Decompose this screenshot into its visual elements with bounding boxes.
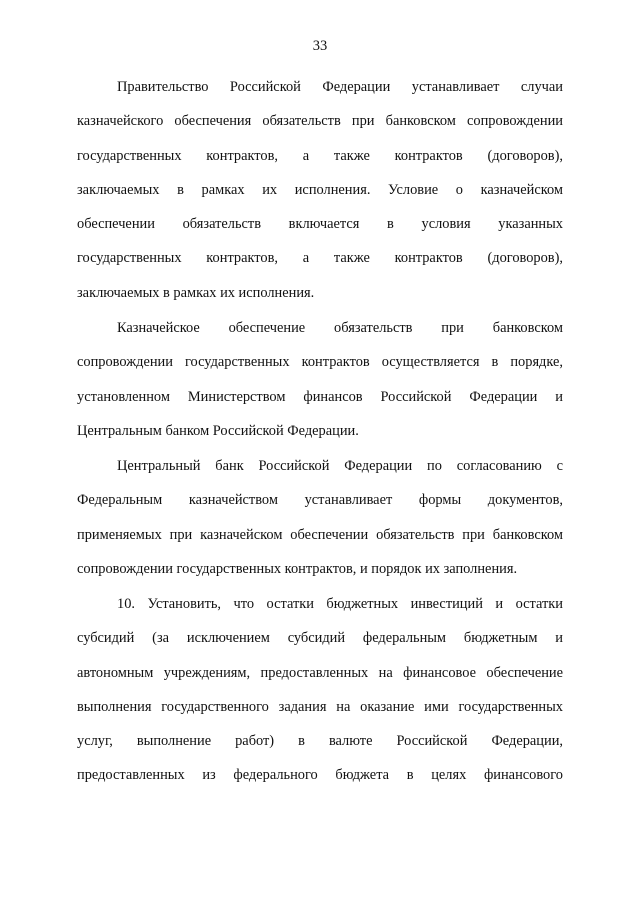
text-line: субсидий (за исключением субсидий федеральным бюджетным и xyxy=(77,630,563,647)
text-line: государственных контрактов, а также контрактов (договоров), xyxy=(77,147,563,164)
text-line: обеспечении обязательств включается в условия указанных xyxy=(77,216,563,233)
paragraph-document-forms xyxy=(77,449,563,586)
text-line: Правительство Российской Федерации устанавливает случаи xyxy=(117,79,563,95)
text-line: выполнения государственного задания на оказание ими государственных xyxy=(77,698,563,715)
text-line: государственных контрактов, а также контрактов (договоров), xyxy=(77,250,563,267)
text-line: предоставленных из федерального бюджета в целях финансового xyxy=(77,767,563,784)
text-line: 10. Установить, что остатки бюджетных инвестиций и остатки xyxy=(117,596,563,612)
paragraph-treasury-procedure xyxy=(77,311,563,448)
text-line: автономным учреждениям, предоставленных на финансовое обеспечение xyxy=(77,664,563,681)
paragraph-item-10 xyxy=(77,587,563,793)
text-line: услуг, выполнение работ) в валюте Российской Федерации, xyxy=(77,733,563,750)
text-line: казначейского обеспечения обязательств при банковском сопровождении xyxy=(77,113,563,130)
paragraph-treasury-cases xyxy=(77,70,563,310)
text-line: заключаемых в рамках их исполнения. xyxy=(77,284,315,301)
text-line: Казначейское обеспечение обязательств при банковском xyxy=(117,320,563,336)
text-line: Центральным банком Российской Федерации. xyxy=(77,422,359,439)
text-line: Центральный банк Российской Федерации по согласованию с xyxy=(117,458,563,474)
text-line: заключаемых в рамках их исполнения. Условие о казначейском xyxy=(77,181,563,198)
text-line: сопровождении государственных контрактов, и порядок их заполнения. xyxy=(77,560,518,577)
page-number: 33 xyxy=(312,38,328,54)
text-line: сопровождении государственных контрактов осуществляется в порядке, xyxy=(77,354,563,371)
text-line: применяемых при казначейском обеспечении обязательств при банковском xyxy=(77,526,563,543)
text-line: установленном Министерством финансов Российской Федерации и xyxy=(77,388,563,405)
text-line: Федеральным казначейством устанавливает формы документов, xyxy=(77,492,563,509)
